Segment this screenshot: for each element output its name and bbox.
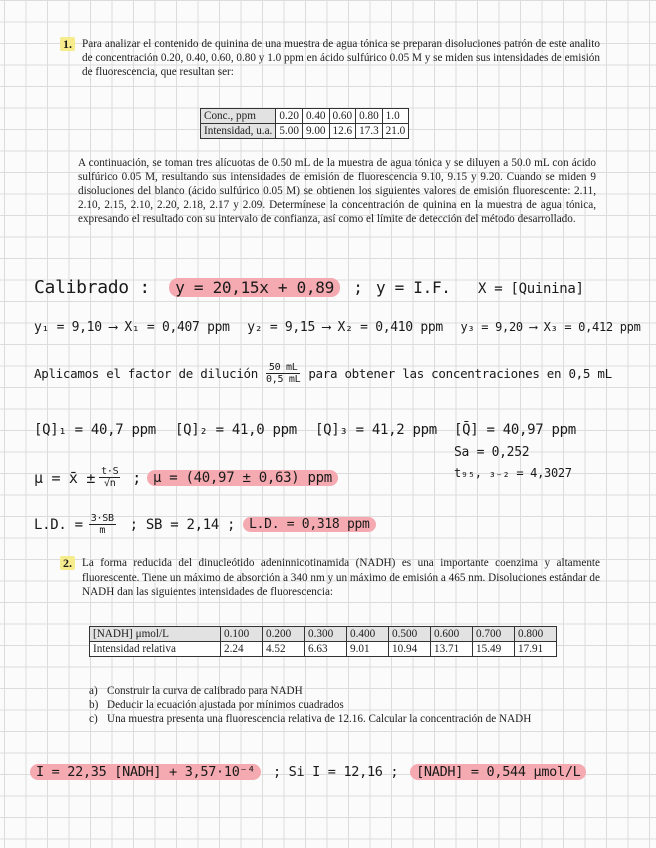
table-cell: 0.200 [263, 627, 305, 642]
table-row-label: [NADH] μmol/L [90, 627, 221, 642]
problem-1-body: A continuación, se toman tres alícuotas de 0.50 mL de la muestra de agua tónica y se diluyen a 50.0 mL con ácido sulfúrico 0.05 M, resultando sus intensidades de emisión de fluorescencia 9.10, 9.15 y 9.20. Cuando se miden 9 disoluciones del blanco (ácido sulfúrico 0.05 M) se obtienen los siguientes valores de emisión fluorescente: 2.11, 2.10, 2.15, 2.10, 2.20, 2.18, 2.17 y 2.09. Determínese la concentración de quinina en la muestra de agua tónica, expresando el resultado con su intervalo de confianza, así como el límite de detección del método desarrollado. [78, 157, 596, 226]
problem-2-number: 2. [60, 556, 75, 570]
conc-mean: [Q̄] = 40,97 ppm [454, 422, 576, 438]
problem-1-table [200, 108, 409, 139]
mu-numerator: t·S [101, 466, 119, 477]
confidence-result: μ = (40,97 ± 0,63) ppm [147, 470, 338, 486]
table-cell: 0.20 [276, 109, 303, 124]
item-text: Construir la curva de calibrado para NADH [107, 685, 303, 697]
table-row-label: Conc., ppm [201, 109, 276, 124]
table-cell: 0.600 [431, 627, 473, 642]
item-letter: b) [89, 699, 99, 712]
problem-1-number: 1. [60, 37, 75, 51]
mu-fraction [99, 466, 120, 489]
problem-2-items [89, 684, 597, 727]
dilution-denominator: 0,5 mL [266, 374, 301, 385]
mu-denominator: √n [103, 478, 116, 489]
nadh-result-line [30, 764, 586, 780]
dilution-numerator: 50 mL [266, 362, 300, 374]
sample-2-conc: y₂ = 9,15 ⟶ X₂ = 0,410 ppm [247, 320, 443, 335]
dilution-line [34, 362, 612, 385]
table-cell: 15.49 [473, 642, 515, 657]
problem-1 [60, 37, 600, 79]
student-t: t₉₅, ₃₋₂ = 4,3027 [454, 466, 572, 480]
std-dev-sa: Sa = 0,252 [454, 445, 530, 460]
y-definition: y = I.F. [375, 278, 451, 297]
list-item [89, 684, 597, 698]
problem-2-intro: La forma reducida del dinucleótido adeninnicotinamida (NADH) es una importante coenzima y altamente fluorescente. Tiene un máximo de absorción a 340 nm y un máximo de emisión a 465 nm. Disoluciones estándar de NADH dan las siguientes intensidades de fluorescencia: [82, 557, 600, 599]
table-cell: 13.71 [431, 642, 473, 657]
confidence-line [34, 466, 338, 489]
semicolon: ; [129, 516, 138, 533]
table-cell: 0.300 [305, 627, 347, 642]
table-cell: 9.01 [347, 642, 389, 657]
item-letter: c) [89, 713, 98, 726]
table-cell: 6.63 [305, 642, 347, 657]
list-item [89, 698, 597, 712]
sample-1-conc: y₁ = 9,10 ⟶ X₁ = 0,407 ppm [34, 320, 230, 335]
table-row-label: Intensidad, u.a. [201, 124, 276, 139]
concentration-line [34, 320, 641, 335]
table-row [90, 627, 557, 642]
problem-1-intro: Para analizar el contenido de quinina de una muestra de agua tónica se preparan disoluciones patrón de este analito de concentración 0.20, 0.40, 0.60, 0.80 y 1.0 ppm en ácido sulfúrico 0.05 M y se miden sus intensidades de emisión de fluorescencia, que resultan ser: [82, 38, 600, 79]
conc-q1: [Q]₁ = 40,7 ppm [34, 422, 156, 438]
table-cell: 5.00 [276, 124, 303, 139]
problem-2-table [89, 626, 557, 657]
table-cell: 17.91 [515, 642, 557, 657]
table-cell: 0.100 [221, 627, 263, 642]
dilution-text: Aplicamos el factor de dilución [34, 366, 258, 381]
semicolon: ; [226, 516, 236, 533]
table-cell: 4.52 [263, 642, 305, 657]
table-cell: 0.60 [329, 109, 356, 124]
table-cell: 10.94 [389, 642, 431, 657]
calibration-equation: y = 20,15x + 0,89 [169, 278, 340, 297]
table-cell: 0.40 [302, 109, 329, 124]
table-cell: 2.24 [221, 642, 263, 657]
calibrado-label: Calibrado : [34, 277, 150, 298]
x-definition: X = [Quinina] [477, 281, 584, 297]
table-row [201, 109, 409, 124]
item-text: Una muestra presenta una fluorescencia relativa de 12.16. Calcular la concentración de NADH [107, 713, 532, 726]
sample-3-conc: y₃ = 9,20 ⟶ X₃ = 0,412 ppm [460, 320, 641, 334]
ld-result: L.D. = 0,318 ppm [243, 517, 375, 532]
table-cell: 0.80 [356, 109, 383, 124]
nadh-result: [NADH] = 0,544 μmol/L [410, 764, 586, 780]
item-letter: a) [89, 685, 98, 697]
nadh-condition: ; Si I = 12,16 ; [273, 764, 399, 780]
semicolon: ; [353, 278, 363, 297]
list-item [89, 712, 597, 726]
ld-label: L.D. = [34, 516, 83, 533]
table-cell: 0.800 [515, 627, 557, 642]
table-cell: 9.00 [302, 124, 329, 139]
table-row [201, 124, 409, 139]
ld-numerator: 3·SB [90, 513, 114, 524]
ld-denominator: m [99, 525, 106, 536]
ld-fraction [89, 513, 116, 536]
table-cell: 21.0 [382, 124, 409, 139]
dilution-fraction [266, 362, 300, 385]
table-row-label: Intensidad relativa [90, 642, 221, 657]
table-cell: 17.3 [356, 124, 383, 139]
nadh-equation: I = 22,35 [NADH] + 3,57·10⁻⁴ [30, 764, 261, 780]
table-cell: 0.700 [473, 627, 515, 642]
item-text: Deducir la ecuación ajustada por mínimos cuadrados [107, 699, 344, 712]
table-cell: 1.0 [382, 109, 409, 124]
table-cell: 0.500 [389, 627, 431, 642]
table-cell: 0.400 [347, 627, 389, 642]
sb-value: SB = 2,14 [145, 516, 219, 533]
problem-2 [60, 556, 600, 600]
table-row [90, 642, 557, 657]
conc-q2: [Q]₂ = 41,0 ppm [175, 422, 297, 438]
detection-limit-line [34, 513, 376, 536]
table-cell: 12.6 [329, 124, 356, 139]
semicolon: ; [132, 468, 142, 487]
mu-formula: μ = x̄ ± [34, 468, 96, 487]
conc-q3: [Q]₃ = 41,2 ppm [315, 422, 437, 438]
calibration-line [34, 277, 584, 298]
dilution-tail: para obtener las concentraciones en 0,5 mL [308, 366, 612, 381]
